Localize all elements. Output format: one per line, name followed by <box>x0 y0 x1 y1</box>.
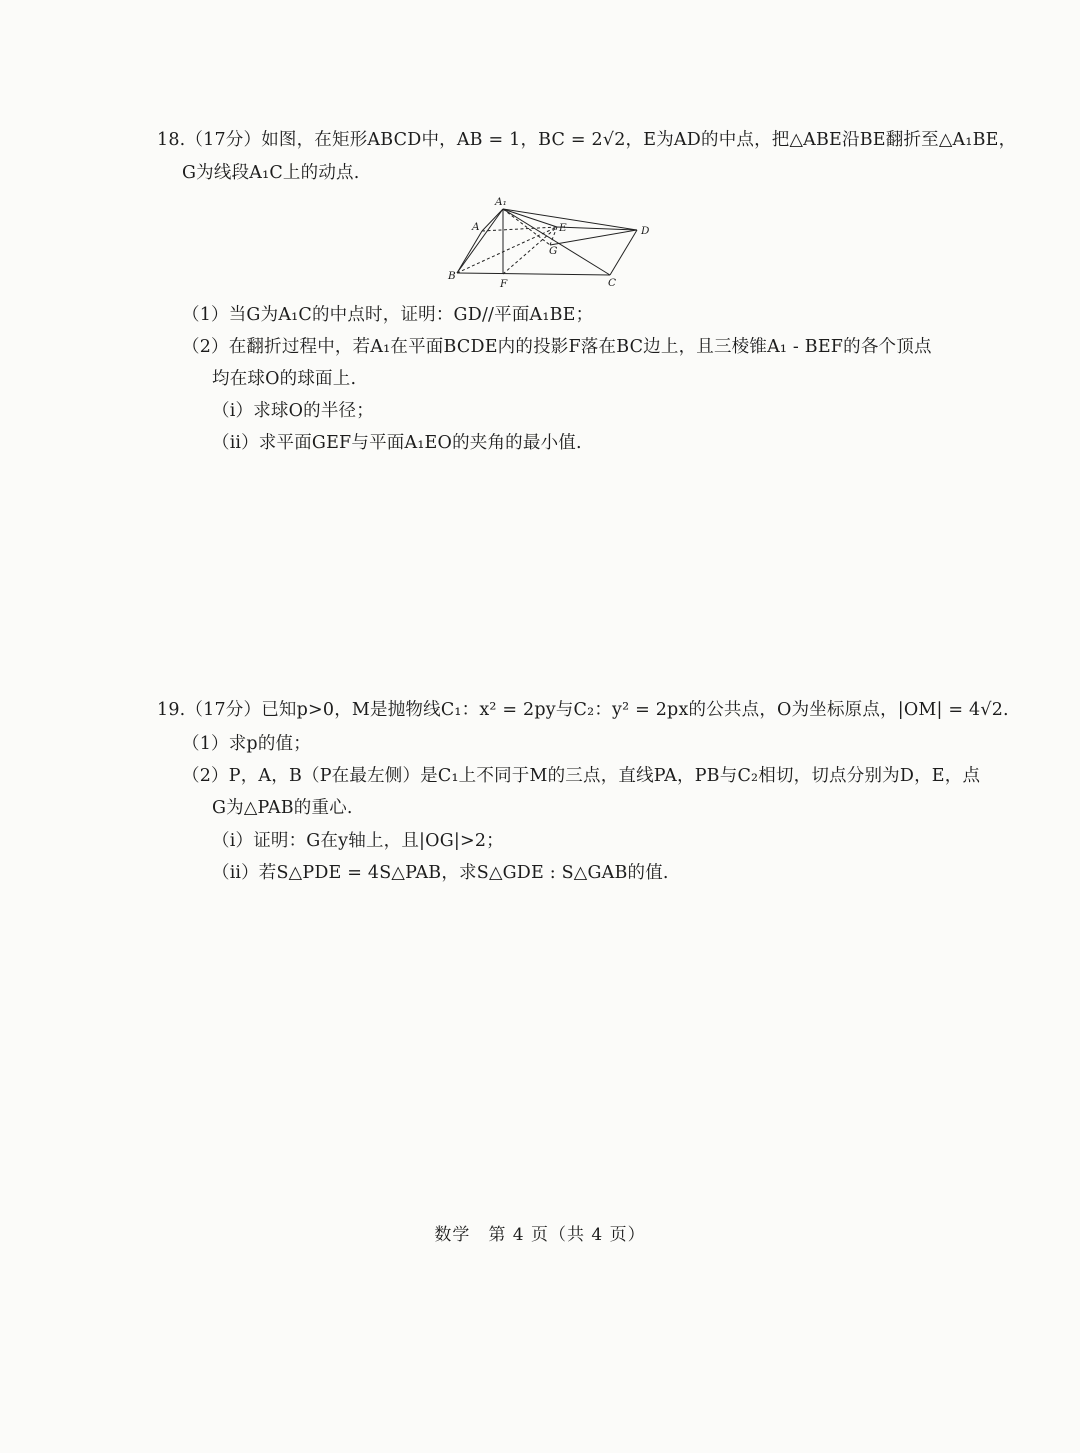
edge-A1D <box>503 209 637 230</box>
q18-stem-line2: G为线段A₁C上的动点. <box>182 163 360 183</box>
label-E: E <box>559 222 567 234</box>
folded-rectangle-diagram <box>445 193 660 293</box>
q18-part1: （1）当G为A₁C的中点时，证明：GD//平面A₁BE； <box>182 305 594 325</box>
label-G: G <box>549 245 558 257</box>
label-F: F <box>500 278 508 290</box>
page-footer: 数学 第 4 页（共 4 页） <box>434 1225 646 1245</box>
edge-A1A <box>482 209 503 231</box>
label-D: D <box>641 225 650 237</box>
q19-stem: 19.（17分）已知p>0，M是抛物线C₁：x² = 2py与C₂：y² = 2px的公共点，O为坐标原点，|OM| = 4√2. <box>157 700 1009 720</box>
edge-A1C <box>503 209 610 275</box>
edge-BC <box>457 273 610 275</box>
label-B: B <box>448 270 456 282</box>
q18-figure <box>445 193 660 293</box>
edge-CD <box>610 230 637 275</box>
q18-part2-ii: （ⅱ）求平面GEF与平面A₁EO的夹角的最小值. <box>212 433 582 453</box>
q19-part2-line1: （2）P，A，B（P在最左侧）是C₁上不同于M的三点，直线PA，PB与C₂相切，切点分别为D，E，点 <box>182 766 981 786</box>
label-A1: A₁ <box>495 196 507 208</box>
q18-part2-line1: （2）在翻折过程中，若A₁在平面BCDE内的投影F落在BC边上，且三棱锥A₁ - BEF的各个顶点 <box>182 337 932 357</box>
edge-AE <box>482 227 557 231</box>
edge-A1E <box>503 209 557 227</box>
edge-A1G <box>503 209 550 245</box>
q18-part2-i: （ⅰ）求球O的半径； <box>212 401 374 421</box>
q19-part2-i: （ⅰ）证明：G在y轴上，且|OG|>2； <box>212 831 504 851</box>
q18-part2-line2: 均在球O的球面上. <box>212 369 357 389</box>
q19-part1: （1）求p的值； <box>182 734 311 754</box>
label-A: A <box>472 221 480 233</box>
label-C: C <box>608 277 617 289</box>
edge-A1B <box>457 209 503 273</box>
q19-part2-ii: （ⅱ）若S△PDE = 4S△PAB，求S△GDE : S△GAB的值. <box>212 863 669 883</box>
edge-BE <box>457 227 557 273</box>
q19-part2-line2: G为△PAB的重心. <box>212 798 353 818</box>
q18-stem-line1: 18.（17分）如图，在矩形ABCD中，AB = 1，BC = 2√2，E为AD的中点，把△ABE沿BE翻折至△A₁BE， <box>157 130 1017 150</box>
